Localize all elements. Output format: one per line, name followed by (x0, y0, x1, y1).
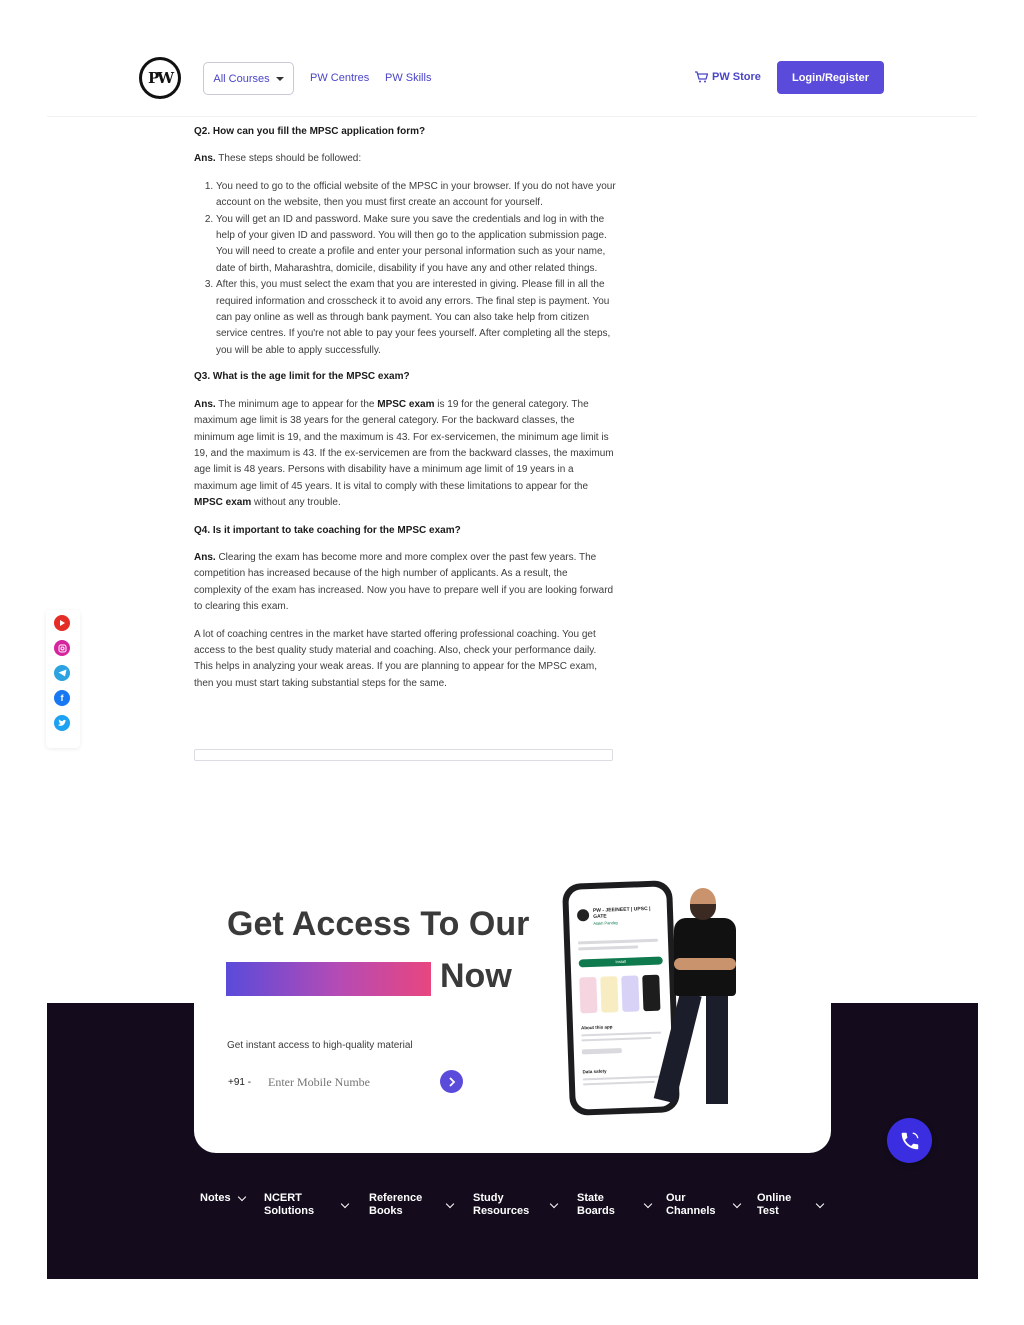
steps-list (216, 179, 616, 359)
answer-q2 (194, 151, 616, 167)
screenshot-card (600, 976, 618, 1013)
caret-down-icon (276, 77, 284, 81)
chevron-right-icon (448, 1077, 456, 1087)
answer-q3 (194, 397, 616, 512)
pw-store-link[interactable] (694, 71, 761, 83)
footer-nav-online-test[interactable] (757, 1192, 823, 1218)
question-q4: Q4. Is it important to take coaching for the MPSC exam? (194, 524, 461, 536)
phone-icon (899, 1130, 921, 1152)
app-stats-line (578, 939, 658, 945)
footer-nav-notes[interactable] (200, 1192, 245, 1205)
app-icon (577, 909, 589, 921)
pw-logo[interactable] (139, 57, 181, 99)
screenshot-card (642, 975, 660, 1012)
ans-text: is 19 for the general category. The maximum age limit is 38 years for the general category. For the backward classes, the minimum age limit is 19, and the maximum is 43. For ex-servicemen, the minimum age limit is 19, and the maximum is 43. If the ex-servicemen are from the backward classes, the maximum age limit is 48 years. Persons with disability have a minimum age limit of 19 years in a maximum age limit of 45 years. It is vital to comply with these limitations to appear for the (194, 398, 614, 492)
chevron-down-icon (550, 1199, 558, 1207)
ans-label: Ans. (194, 153, 216, 165)
cta-subtitle: Get instant access to high-quality material (227, 1040, 413, 1051)
teacher-photo (672, 888, 742, 1110)
footer-nav-label: State Boards (577, 1192, 615, 1217)
nav-link-pw-centres[interactable]: PW Centres (310, 72, 370, 84)
about-app: About this app (580, 1024, 613, 1031)
cta-gradient-bar (226, 962, 431, 996)
question-q3: Q3. What is the age limit for the MPSC exam? (194, 371, 410, 383)
mobile-number-input[interactable] (268, 1075, 428, 1090)
chevron-down-icon (237, 1193, 245, 1201)
submit-arrow-button[interactable] (440, 1070, 463, 1093)
footer-nav-label: Our Channels (666, 1192, 716, 1217)
footer-nav-reference-books[interactable] (369, 1192, 453, 1218)
phone-input-row (228, 1067, 464, 1097)
store-label: PW Store (712, 71, 761, 83)
install-label: Install (615, 958, 627, 965)
ans-text: The minimum age to appear for the (215, 398, 378, 410)
chevron-down-icon (341, 1199, 349, 1207)
answer-q4-paragraph: A lot of coaching centres in the market have started offering professional coaching. You get access to the best quality study material and coaching. Also, check your performance daily. This helps in analyzing your weak areas. If you are planning to appear for the MPSC exam, then you must start taking substantial steps for the same. (194, 628, 597, 689)
ans-label: Ans. (194, 398, 216, 410)
person-arms (674, 958, 736, 970)
footer-nav-study-resources[interactable] (473, 1192, 557, 1218)
content-placeholder-box (194, 749, 613, 761)
screenshot-card (579, 977, 597, 1014)
cart-icon (694, 71, 708, 83)
footer-nav-label: NCERT Solutions (264, 1192, 315, 1217)
footer-nav-ncert[interactable] (264, 1192, 348, 1218)
list-item: 1. You need to go to the official website of the MPSC in your browser. If you do not have your account on the website, then you must first create an account for yourself. (216, 179, 616, 212)
login-register-button[interactable]: Login/Register (777, 61, 884, 94)
question-q2: Q2. How can you fill the MPSC application form? (194, 126, 426, 137)
twitter-icon[interactable] (54, 715, 70, 731)
telegram-icon[interactable] (54, 665, 70, 681)
app-publisher: Alakh Pandey (593, 920, 619, 926)
person-leg (706, 994, 728, 1104)
install-button (579, 957, 663, 968)
mpsc-exam-link[interactable]: MPSC exam (194, 497, 252, 509)
app-stats-line (578, 945, 638, 950)
tag-chip (582, 1048, 622, 1054)
all-courses-label: All Courses (213, 72, 270, 85)
ans-text: These steps should be followed: (215, 153, 362, 165)
safety-line (583, 1081, 655, 1086)
call-button[interactable] (887, 1118, 932, 1163)
footer-nav-label: Notes (200, 1192, 231, 1204)
list-item: 2. You will get an ID and password. Make sure you save the credentials and log in with the help of your given ID and password. You will then go to the application submission page. You will need to create a profile and enter your personal information such as your name, date of birth, Maharashtra, domicile, disability if you have any and other related things. (216, 212, 616, 278)
article-content (194, 124, 616, 703)
app-title: PW - JEE/NEET | UPSC | GATE (592, 905, 651, 920)
ans-label: Ans. (194, 551, 216, 563)
country-code: +91 - (228, 1076, 252, 1088)
footer-nav-label: Reference Books (369, 1192, 423, 1217)
cta-now-text: Now (440, 957, 512, 995)
about-line (581, 1032, 661, 1037)
screenshot-card (621, 975, 639, 1012)
all-courses-dropdown[interactable] (203, 62, 294, 95)
instagram-icon[interactable] (54, 640, 70, 656)
person-torso (674, 918, 736, 996)
footer-nav-label: Study Resources (473, 1192, 530, 1217)
cta-title: Get Access To Our (227, 905, 530, 943)
social-share-bar (46, 610, 80, 748)
safety-line (583, 1076, 663, 1081)
footer-nav-state-boards[interactable] (577, 1192, 651, 1218)
footer-nav-our-channels[interactable] (666, 1192, 740, 1218)
ans-text: Clearing the exam has become more and more complex over the past few years. The competition has increased because of the high number of applicants. As a result, the complexity of the exam has increased. Now you have to prepare well if you are looking forward to clearing this exam. (194, 551, 614, 613)
about-line (581, 1037, 651, 1041)
mpsc-exam-link[interactable]: MPSC exam (377, 398, 435, 410)
answer-q4 (194, 550, 616, 616)
chevron-down-icon (446, 1199, 454, 1207)
list-item: 3. After this, you must select the exam that you are interested in giving. Please fill in all the required information and crosscheck it to avoid any errors. The final step is payment. You can pay online as well as through bank payment. You can also take help from citizen service centres. If you're not able to pay your fees yourself. After completing all the steps, you will be able to apply successfully. (216, 277, 616, 359)
nav-link-pw-skills[interactable]: PW Skills (385, 72, 432, 84)
chevron-down-icon (733, 1199, 741, 1207)
chevron-down-icon (816, 1199, 824, 1207)
chevron-down-icon (644, 1199, 652, 1207)
data-safety: Data safety (582, 1068, 607, 1075)
footer-nav-label: Online Test (757, 1192, 792, 1217)
header-divider (47, 116, 977, 117)
youtube-icon[interactable] (54, 615, 70, 631)
logo-text: PW (142, 60, 178, 96)
ans-text: without any trouble. (251, 497, 341, 509)
facebook-icon[interactable]: f (54, 690, 70, 706)
